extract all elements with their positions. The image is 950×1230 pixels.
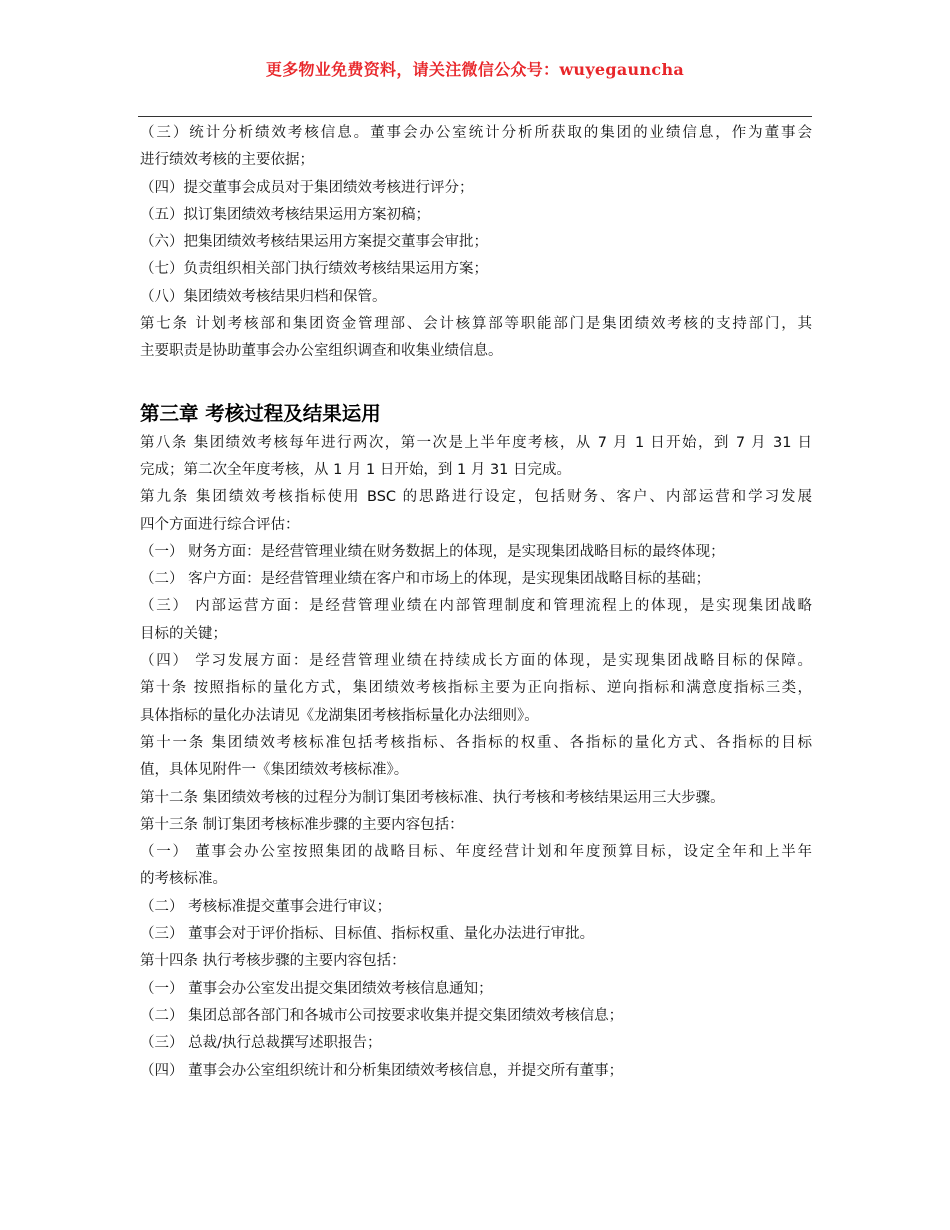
text-line: 四个方面进行综合评估： <box>140 516 300 533</box>
text-line: （三） 总裁/执行总裁撰写述职报告； <box>140 1035 382 1052</box>
text-line: 完成；第二次全年度考核，从 1 月 1 日开始，到 1 月 31 日完成。 <box>140 461 571 478</box>
text-line: 第九条 集团绩效考核指标使用 BSC 的思路进行设定，包括财务、客户、内部运营和学习发展 <box>140 489 812 506</box>
paragraph-block-after-chapter <box>140 430 812 1085</box>
paragraph-block-before-chapter <box>140 120 812 366</box>
page-header-watermark: 更多物业免费资料，请关注微信公众号：wuyegauncha <box>265 60 685 79</box>
text-line: 第十四条 执行考核步骤的主要内容包括： <box>140 953 406 970</box>
document-body <box>140 120 812 1085</box>
text-line: 主要职责是协助董事会办公室组织调查和收集业绩信息。 <box>140 343 503 360</box>
text-line: （四） 学习发展方面：是经营管理业绩在持续成长方面的体现，是实现集团战略目标的保障。 <box>140 653 812 670</box>
text-line: 进行绩效考核的主要依据； <box>140 152 314 169</box>
text-line: 具体指标的量化办法请见《龙湖集团考核指标量化办法细则》。 <box>140 707 539 724</box>
text-line: （八）集团绩效考核结果归档和保管。 <box>140 288 387 305</box>
text-line: 值，具体见附件一《集团绩效考核标准》。 <box>140 762 409 779</box>
text-line: 第七条 计划考核部和集团资金管理部、会计核算部等职能部门是集团绩效考核的支持部门，其 <box>140 316 812 333</box>
text-line: （二） 考核标准提交董事会进行审议； <box>140 898 392 915</box>
text-line: 第十条 按照指标的量化方式，集团绩效考核指标主要为正向指标、逆向指标和满意度指标三类， <box>140 680 812 697</box>
text-line: （五）拟订集团绩效考核结果运用方案初稿； <box>140 206 430 223</box>
text-line: 第八条 集团绩效考核每年进行两次，第一次是上半年度考核，从 7 月 1 日开始，到 7 月 31 日 <box>140 434 812 451</box>
header-divider <box>138 116 812 117</box>
text-line: （三） 内部运营方面：是经营管理业绩在内部管理制度和管理流程上的体现，是实现集团战略 <box>140 598 812 615</box>
text-line: （六）把集团绩效考核结果运用方案提交董事会审批； <box>140 234 488 251</box>
text-line: （二） 客户方面：是经营管理业绩在客户和市场上的体现，是实现集团战略目标的基础； <box>140 571 711 588</box>
text-line: （一） 董事会办公室按照集团的战略目标、年度经营计划和年度预算目标，设定全年和上半年 <box>140 844 812 861</box>
text-line: （一） 董事会办公室发出提交集团绩效考核信息通知； <box>140 980 493 997</box>
text-line: 目标的关键； <box>140 625 227 642</box>
chapter-title: 第三章 考核过程及结果运用 <box>140 401 381 425</box>
text-line: （一） 财务方面：是经营管理业绩在财务数据上的体现，是实现集团战略目标的最终体现； <box>140 543 725 560</box>
text-line: （七）负责组织相关部门执行绩效考核结果运用方案； <box>140 261 488 278</box>
text-line: （四） 董事会办公室组织统计和分析集团绩效考核信息，并提交所有董事； <box>140 1062 624 1079</box>
text-line: （三）统计分析绩效考核信息。董事会办公室统计分析所获取的集团的业绩信息，作为董事会 <box>140 125 812 141</box>
text-line: （二） 集团总部各部门和各城市公司按要求收集并提交集团绩效考核信息； <box>140 1007 624 1024</box>
text-line: （四）提交董事会成员对于集团绩效考核进行评分； <box>140 179 474 196</box>
text-line: 第十三条 制订集团考核标准步骤的主要内容包括： <box>140 816 464 833</box>
text-line: （三） 董事会对于评价指标、目标值、指标权重、量化办法进行审批。 <box>140 926 595 943</box>
text-line: 第十二条 集团绩效考核的过程分为制订集团考核标准、执行考核和考核结果运用三大步骤。 <box>140 789 725 806</box>
text-line: 的考核标准。 <box>140 871 227 888</box>
text-line: 第十一条 集团绩效考核标准包括考核指标、各指标的权重、各指标的量化方式、各指标的目标 <box>140 734 812 751</box>
